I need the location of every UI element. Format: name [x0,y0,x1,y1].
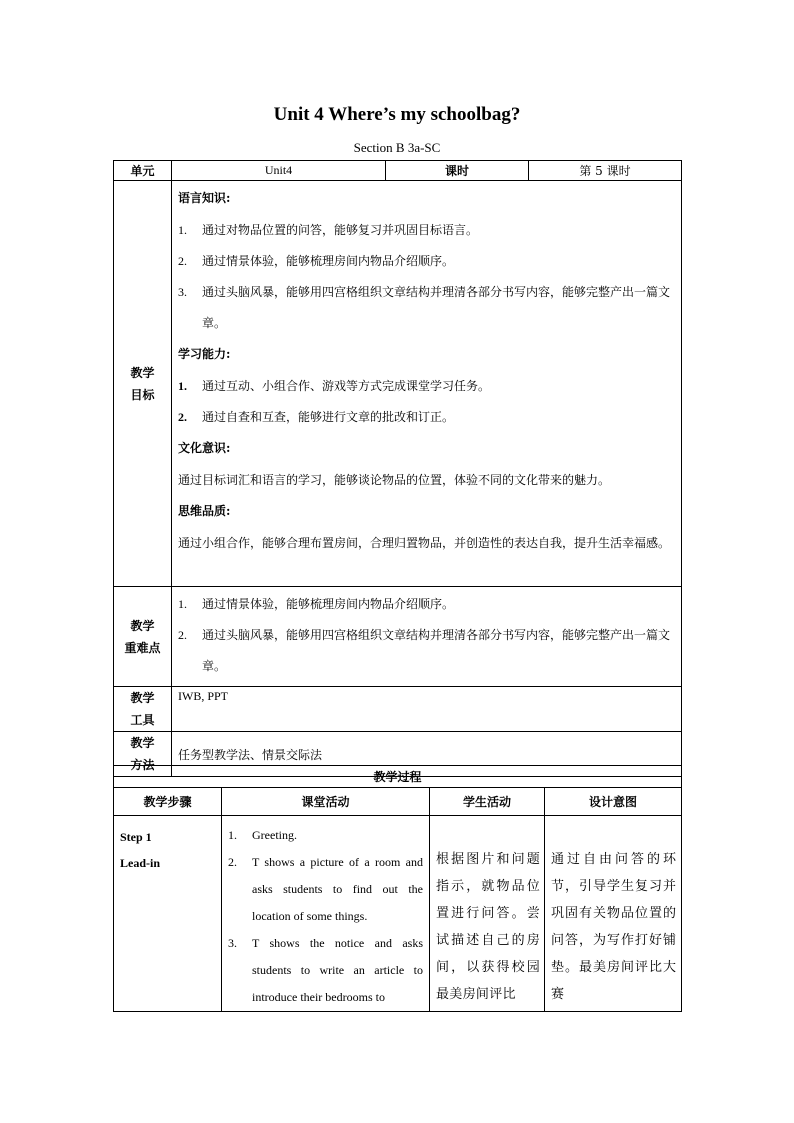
objective-item: 2. 通过情景体验，能够梳理房间内物品介绍顺序。 [178,254,455,268]
tools-label: 教学 工具 [114,687,172,732]
class-activities [222,816,430,1012]
step-name: Lead-in [120,856,161,870]
activity-item: 3. T shows the notice and asks students to write an article to introduce their bedrooms to [228,936,423,1004]
step-number: Step 1 [120,830,152,844]
cultural-awareness-title: 文化意识: [178,441,231,455]
key-point-item: 1. 通过情景体验，能够梳理房间内物品介绍顺序。 [178,597,455,611]
document-title: Unit 4 Where’s my schoolbag? [273,104,521,125]
objective-item: 1. 通过对物品位置的问答，能够复习并巩固目标语言。 [178,223,479,237]
objectives-row [114,181,682,587]
key-points-label: 教学 重难点 [114,587,172,687]
header-row [114,161,682,181]
learning-ability-title: 学习能力: [178,347,231,361]
objectives-label: 教学 目标 [114,181,172,587]
thinking-quality-text: 通过小组合作，能够合理布置房间，合理归置物品，并创造性的表达自我，提升生活幸福感。 [178,536,671,550]
unit-label: 单元 [114,161,172,181]
ability-item: 2. 通过自查和互查，能够进行文章的批改和订正。 [178,410,455,424]
objectives-content [172,181,682,587]
activity-item: 1. Greeting. [228,828,297,842]
language-knowledge-title: 语言知识: [178,191,231,205]
tools-row [114,687,682,732]
methods-value: 任务型教学法、情景交际法 [172,732,682,777]
document-subtitle: Section B 3a-SC [353,140,441,155]
methods-label: 教学 方法 [114,732,172,777]
process-header-row [114,788,682,816]
process-title-row [114,766,682,788]
ability-item: 1. 通过互动、小组合作、游戏等方式完成课堂学习任务。 [178,379,491,393]
key-point-item: 2. 通过头脑风暴，能够用四宫格组织文章结构并理清各部分书写内容，能够完整产出一篇文章。 [178,628,671,673]
step-cell [114,816,222,1012]
student-activity: 根据图片和问题指示，就物品位置进行问答。尝试描述自己的房间，以获得校园最美房间评比 [430,816,545,1012]
cultural-awareness-text: 通过目标词汇和语言的学习，能够谈论物品的位置，体验不同的文化带来的魅力。 [178,473,611,487]
teaching-process-table [113,765,682,1012]
objective-item: 3. 通过头脑风暴，能够用四宫格组织文章结构并理清各部分书写内容，能够完整产出一篇文章。 [178,285,671,330]
unit-value: Unit4 [172,161,386,181]
design-intent: 通过自由问答的环节，引导学生复习并巩固有关物品位置的问答，为写作打好铺垫。最美房间评比大赛 [545,816,682,1012]
thinking-quality-title: 思维品质: [178,504,231,518]
period-label: 课时 [386,161,529,181]
key-points-row [114,587,682,687]
column-header: 学生活动 [430,788,545,816]
column-header: 教学步骤 [114,788,222,816]
step-row [114,816,682,1012]
column-header: 课堂活动 [222,788,430,816]
activity-item: 2. T shows a picture of a room and asks students to find out the location of some things. [228,855,423,923]
period-value: 第 5 课时 [529,161,682,181]
lesson-plan-table [113,160,682,777]
column-header: 设计意图 [545,788,682,816]
process-title: 教学过程 [114,766,682,788]
key-points-content [172,587,682,687]
tools-value: IWB, PPT [172,687,682,732]
